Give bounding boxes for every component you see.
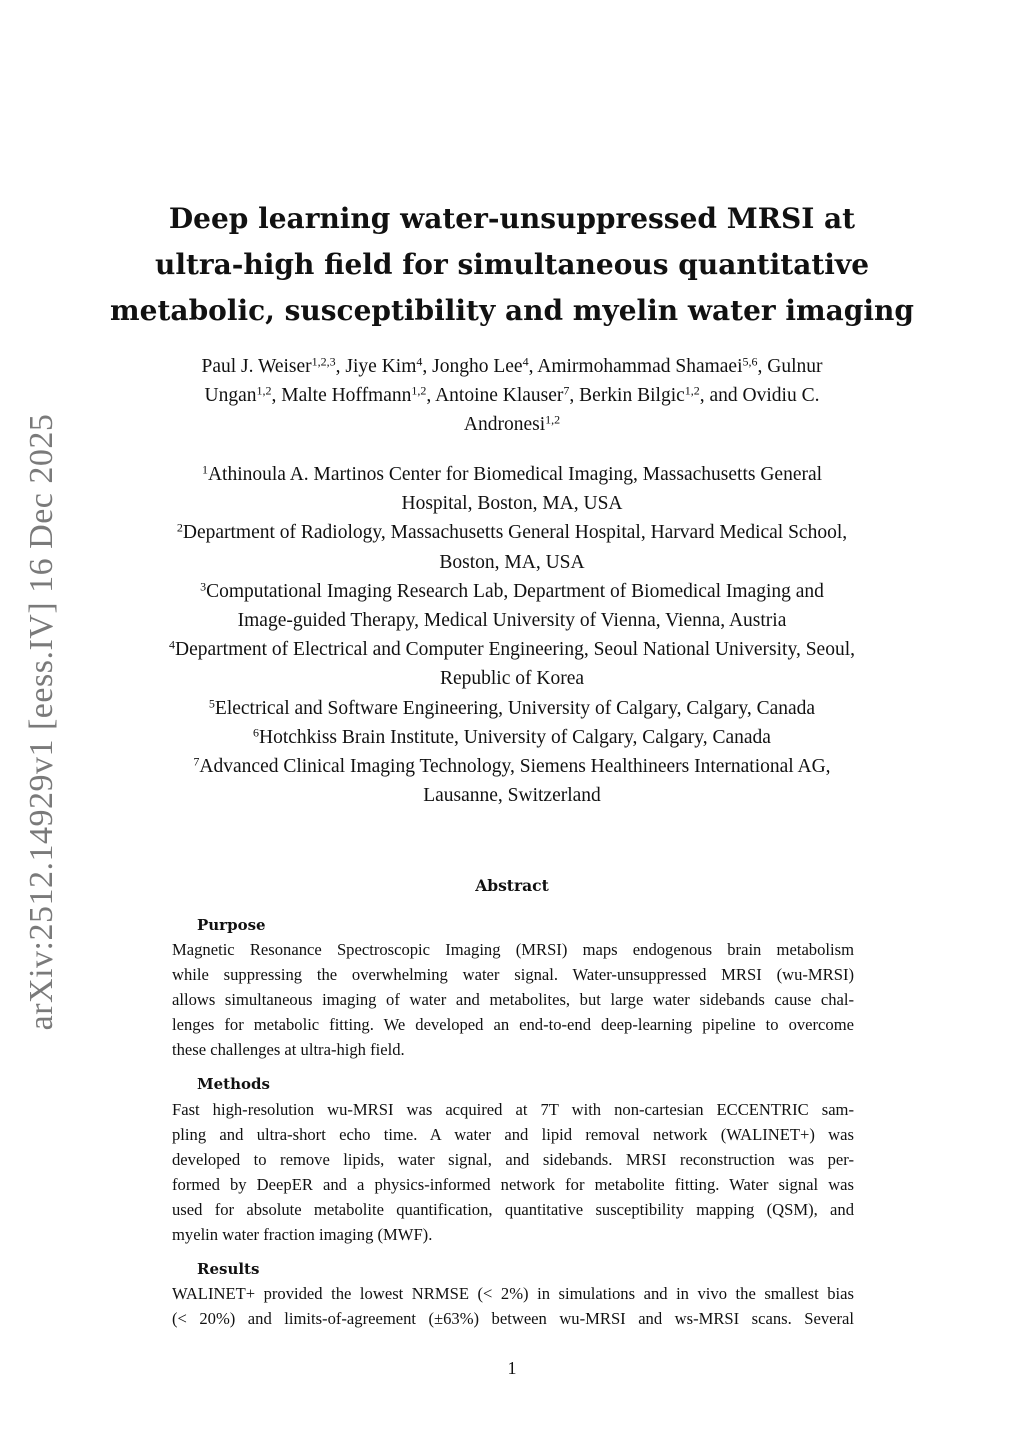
author-affil-sup: 5,6 [742,354,758,369]
affiliation-text: Hotchkiss Brain Institute, University of Calgary, Calgary, Canada [259,726,771,748]
affiliation-1-cont: Hospital, Boston, MA, USA [401,493,623,515]
author-line [130,410,894,439]
affiliation-2 [110,518,914,547]
affiliation-number: 3 [200,579,207,594]
author-affil-sup: 1,2 [545,412,561,427]
affiliation-4-cont: Republic of Korea [439,668,585,690]
results-paragraph [172,1281,854,1331]
author-name: , and Ovidiu C. [699,385,820,406]
author-affil-sup: 4 [416,354,423,369]
arxiv-identifier-stamp[interactable]: arXiv:2512.14929v1 [eess.IV] 16 Dec 2025 [23,413,60,1031]
author-name: Ungan [204,385,257,406]
author-line [130,352,894,381]
text-line: formed by DeepER and a physics-informed network for metabolite fitting. Water signal was [172,1175,854,1194]
author-name: , Jongho Lee [422,356,523,377]
author-name: , Amirmohammad Shamaei [528,356,743,377]
author-name: , Jiye Kim [335,356,417,377]
text-line: pling and ultra-short echo time. A water and lipid removal network (WALINET+) was [172,1125,854,1144]
author-affil-sup: 1,2 [684,383,700,398]
affiliation-text: Department of Electrical and Computer Engineering, Seoul National University, Seoul, [175,639,855,661]
affiliation-7-cont: Lausanne, Switzerland [423,785,601,807]
title-line: Deep learning water-unsuppressed MRSI at [168,202,856,235]
author-affil-sup: 4 [522,354,529,369]
affiliation-4 [110,635,914,664]
author-name: , Antoine Klauser [426,385,564,406]
author-name: , Gulnur [757,356,823,377]
author-name: , Berkin Bilgic [569,385,685,406]
author-affil-sup: 1,2 [411,383,427,398]
text-line: lenges for metabolic fitting. We developed an end-to-end deep-learning pipeline to overcome [172,1015,854,1034]
author-affil-sup: 7 [563,383,570,398]
affiliation-number: 1 [201,462,208,477]
text-line: while suppressing the overwhelming water signal. Water-unsuppressed MRSI (wu-MRSI) [172,965,854,984]
affiliation-text: Electrical and Software Engineering, University of Calgary, Calgary, Canada [214,697,816,719]
purpose-heading: Purpose [197,916,266,934]
affiliation-number: 2 [176,520,183,535]
text-line: myelin water fraction imaging (MWF). [172,1225,433,1244]
text-line: Magnetic Resonance Spectroscopic Imaging (MRSI) maps endogenous brain metabolism [172,940,854,959]
text-line: (< 20%) and limits-of-agreement (±63%) between wu-MRSI and ws-MRSI scans. Several [172,1309,854,1328]
title-line: ultra-high field for simultaneous quantitative [154,248,870,281]
affiliation-text: Advanced Clinical Imaging Technology, Siemens Healthineers International AG, [199,756,831,778]
author-affil-sup: 1,2,3 [311,354,336,369]
author-line [130,381,894,410]
affiliation-number: 5 [208,696,215,711]
affiliation-text: Department of Radiology, Massachusetts General Hospital, Harvard Medical School, [182,522,848,544]
purpose-paragraph [172,937,854,1062]
author-name: , Malte Hoffmann [271,385,412,406]
affiliation-number: 4 [169,637,176,652]
affiliation-list [110,460,914,810]
page-number: 1 [507,1358,517,1378]
author-name: Andronesi [463,414,546,435]
affiliation-text: Computational Imaging Research Lab, Department of Biomedical Imaging and [206,580,824,602]
paper-title [100,196,924,334]
text-line: Fast high-resolution wu-MRSI was acquired at 7T with non-cartesian ECCENTRIC sam- [172,1100,854,1119]
affiliation-5 [110,694,914,723]
author-name: Paul J. Weiser [201,356,312,377]
text-line: these challenges at ultra-high field. [172,1040,405,1059]
affiliation-6 [110,723,914,752]
affiliation-1 [110,460,914,489]
methods-heading: Methods [197,1075,270,1093]
text-line: developed to remove lipids, water signal, and sidebands. MRSI reconstruction was per- [172,1150,854,1169]
affiliation-2-cont: Boston, MA, USA [439,551,585,573]
text-line: used for absolute metabolite quantification, quantitative susceptibility mapping (QSM), and [172,1200,854,1219]
affiliation-3 [110,577,914,606]
affiliation-text: Athinoula A. Martinos Center for Biomedical Imaging, Massachusetts General [207,464,823,485]
affiliation-number: 7 [193,754,200,769]
methods-paragraph [172,1097,854,1247]
text-line: WALINET+ provided the lowest NRMSE (< 2%) in simulations and in vivo the smallest bias [172,1284,854,1303]
abstract-heading: Abstract [475,876,549,895]
affiliation-number: 6 [253,725,260,740]
text-line: allows simultaneous imaging of water and metabolites, but large water sidebands cause chal- [172,990,854,1009]
affiliation-3-cont: Image-guided Therapy, Medical University of Vienna, Vienna, Austria [237,610,787,632]
author-list [130,352,894,439]
author-affil-sup: 1,2 [256,383,272,398]
results-heading: Results [197,1260,260,1278]
title-line: metabolic, susceptibility and myelin water imaging [110,294,914,327]
affiliation-7 [110,752,914,781]
